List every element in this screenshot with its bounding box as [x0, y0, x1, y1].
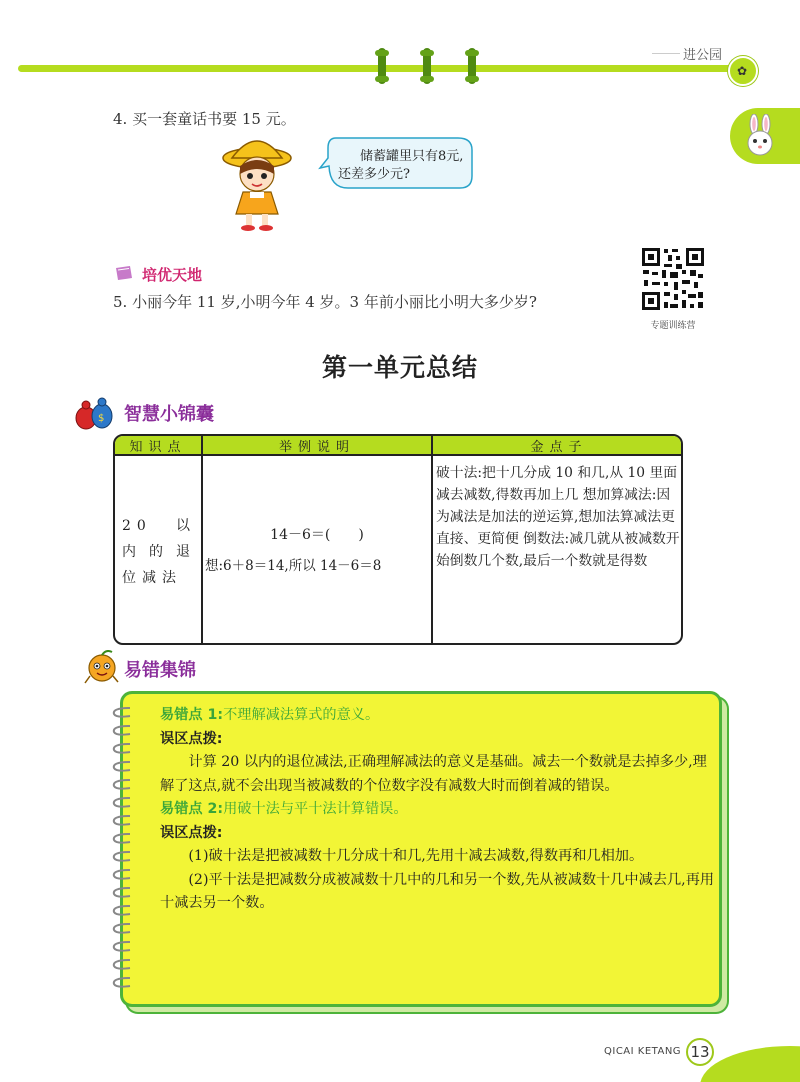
brand-logo-icon: ✿: [728, 56, 758, 86]
binder-rod: [468, 48, 476, 84]
table-header: 举例说明: [203, 436, 431, 456]
qr-caption: 专题训练营: [650, 321, 696, 331]
error-point-1: 易错点 1:不理解减法算式的意义。: [160, 707, 380, 723]
unit-summary-title: 第一单元总结: [321, 353, 478, 382]
girl-illustration: [218, 130, 296, 232]
section-label-wisdom: 智慧小锦囊: [124, 404, 214, 425]
section-label-errors: 易错集锦: [124, 660, 196, 681]
table-cell-example: 14－6＝( ) 想:6＋8＝14,所以 14－6＝8: [205, 527, 382, 574]
table-header: 金点子: [433, 436, 683, 456]
header-brand: 进公园: [683, 48, 723, 63]
binder-rod: [423, 48, 431, 84]
analysis-label: 误区点拨:: [160, 730, 223, 747]
notebook-content: [160, 704, 716, 916]
corner-decoration: [700, 1046, 800, 1082]
analysis-text: (1)破十法是把被减数十几分成十和几,先用十减去减数,得数再和几相加。: [188, 848, 644, 864]
qr-code-icon[interactable]: [640, 246, 706, 312]
svg-text:$: $: [98, 413, 105, 424]
footer-brand: QICAI KETANG: [604, 1046, 682, 1057]
rabbit-icon: [742, 114, 778, 158]
analysis-text: (2)平十法是把减数分成被减数十几中的几和另一个数,先从被减数十几中减去几,再用十减去另一个数。: [160, 871, 715, 911]
table-cell-tips: 破十法:把十几分成 10 和几,从 10 里面减去减数,得数再加上几 想加算减法:因为减法是加法的逆运算,想加法算减法更直接、更简便 倒数法:减几就从被减数开始倒数几个数,最后一个数就是得数: [436, 465, 680, 569]
page-number: 13: [686, 1038, 714, 1066]
binder-rod: [378, 48, 386, 84]
question-4: 4. 买一套童话书要 15 元。: [113, 110, 296, 128]
analysis-text: 计算 20 以内的退位减法,正确理解减法的意义是基础。减去一个数就是去掉多少,理解了这点,就不会出现当被减数的个位数字没有减数大时而倒着减的错误。: [160, 754, 707, 794]
book-icon: [114, 266, 134, 280]
question-5: 5. 小丽今年 11 岁,小明今年 4 岁。3 年前小丽比小明大多少岁?: [113, 293, 537, 311]
analysis-label: 误区点拨:: [160, 824, 223, 841]
speech-bubble-text: 储蓄罐里只有8元, 还差多少元?: [338, 149, 464, 182]
error-point-2: 易错点 2:用破十法与平十法计算错误。: [160, 801, 408, 817]
header-divider: [652, 53, 680, 54]
section-label-peiyou: 培优天地: [142, 266, 203, 284]
knowledge-table: [113, 434, 683, 645]
notebook-rings: [110, 702, 134, 998]
table-header: 知识点: [115, 436, 201, 456]
table-cell-knowledge: 20 以内的退位减法: [122, 518, 196, 586]
orange-character-icon: [82, 650, 120, 686]
money-bag-icon: [74, 396, 114, 430]
